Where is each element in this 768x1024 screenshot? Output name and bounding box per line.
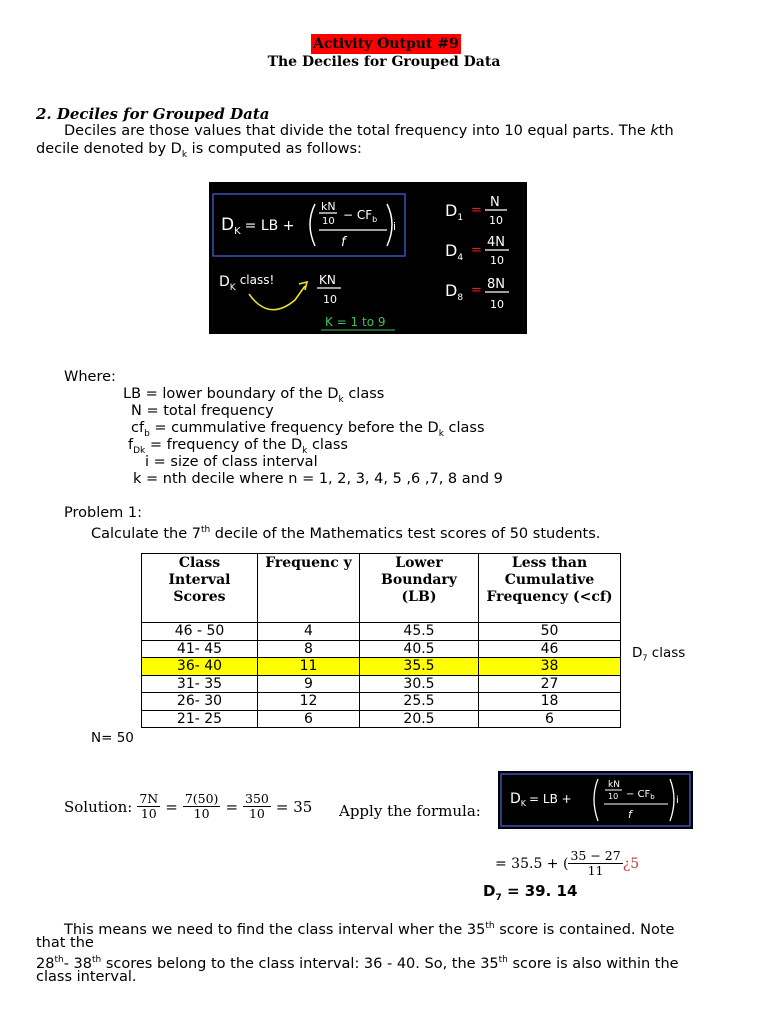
n-total: N= 50 bbox=[91, 730, 134, 746]
fraction-7n-10: $\frac{7N}{10}$ bbox=[139, 791, 159, 821]
where-cf: $cf_b$ = cummulative frequency before the $D_k$ class bbox=[131, 420, 485, 439]
calculation-line: = 35.5 + ( $\frac{35 - 27}{11}$ ¿5 bbox=[495, 848, 640, 878]
svg-text:=: = bbox=[471, 203, 482, 218]
svg-text:10: 10 bbox=[608, 792, 619, 801]
where-n: N = total frequency bbox=[131, 403, 274, 419]
svg-text:KN: KN bbox=[319, 273, 336, 287]
section-heading: 2. Deciles for Grouped Data bbox=[36, 105, 270, 123]
d1-formula: $D_1$ bbox=[445, 201, 464, 223]
svg-text:kN: kN bbox=[321, 200, 336, 213]
d8-formula: $D_8$ bbox=[445, 281, 464, 303]
page-subtitle: The Deciles for Grouped Data bbox=[267, 54, 501, 70]
table-row: 41- 45 8 40.5 46 bbox=[142, 640, 621, 658]
formula-dk: $D_K$ $^{= LB +}$ bbox=[221, 215, 295, 237]
svg-text:4N: 4N bbox=[487, 235, 505, 250]
problem-text: Calculate the 7th decile of the Mathematics test scores of 50 students. bbox=[91, 525, 601, 542]
svg-text:=: = bbox=[471, 243, 482, 258]
formula-box bbox=[213, 194, 405, 256]
svg-text:10: 10 bbox=[489, 214, 503, 227]
conclusion-line-4: class interval. bbox=[36, 969, 137, 985]
intro-line-1: Deciles are those values that divide the total frequency into 10 equal parts. The kth bbox=[64, 123, 674, 139]
col-class-interval: Class Interval Scores bbox=[142, 554, 258, 623]
solution-line: Solution: $\frac{7N}{10}$ = $\frac{7(50)}{10}$ = $\frac{350}{10}$ = 35 bbox=[64, 791, 313, 821]
svg-text:i: i bbox=[393, 220, 397, 233]
k-range: K = 1 to 9 bbox=[325, 315, 386, 329]
where-lb: LB = lower boundary of the $D_k$ class bbox=[123, 386, 385, 405]
svg-text:10: 10 bbox=[490, 254, 504, 267]
where-i: i = size of class interval bbox=[145, 454, 318, 470]
problem-label: Problem 1: bbox=[64, 505, 143, 521]
conclusion-line-3: 28th- 38th scores belong to the class interval: 36 - 40. So, the 35th score is also within the bbox=[36, 955, 679, 972]
table-row-highlighted: 36- 40 11 35.5 38 bbox=[142, 658, 621, 676]
svg-text:− CFb: − $CF_b$ bbox=[626, 789, 655, 801]
svg-text:10: 10 bbox=[322, 216, 335, 227]
conclusion-line-1: This means we need to find the class interval wher the 35th score is contained. Note bbox=[64, 921, 675, 938]
formula-cf: − $CF_b$ bbox=[343, 208, 378, 224]
solution-result: = 35 bbox=[275, 797, 313, 816]
table-row: 46 - 50 4 45.5 50 bbox=[142, 623, 621, 641]
svg-text:=: = bbox=[471, 283, 482, 298]
svg-text:f: f bbox=[341, 235, 346, 250]
table-row: 21- 25 6 20.5 6 bbox=[142, 710, 621, 728]
d4-formula: $D_4$ bbox=[445, 241, 464, 263]
activity-title: Activity Output #9 bbox=[313, 36, 459, 52]
solution-label: Solution: bbox=[64, 797, 133, 816]
intro-line-2: decile denoted by $D_k$ is computed as follows: bbox=[36, 141, 362, 160]
dk-class-label: $D_Kclass$! bbox=[219, 273, 275, 293]
svg-text:f: f bbox=[628, 808, 632, 821]
table-row: 26- 30 12 25.5 18 bbox=[142, 693, 621, 711]
col-frequency: Frequenc y bbox=[258, 554, 360, 623]
where-fdk: $f_{Dk}$ = frequency of the $D_k$ class bbox=[128, 437, 348, 456]
d7-class-label: $D_7$ class bbox=[632, 645, 686, 663]
svg-text:i: i bbox=[676, 795, 679, 806]
svg-text:10: 10 bbox=[323, 293, 337, 306]
apply-formula-label: Apply the formula: bbox=[339, 802, 481, 820]
conclusion-line-2: that the bbox=[36, 935, 94, 951]
svg-text:8N: 8N bbox=[487, 277, 505, 292]
decile-formula-board bbox=[209, 182, 527, 334]
svg-text:N: N bbox=[490, 195, 500, 210]
col-lower-boundary: Lower Boundary (LB) bbox=[360, 554, 479, 623]
svg-text:kN: kN bbox=[608, 780, 620, 790]
frequency-table bbox=[141, 553, 621, 728]
svg-text:DK= LB +: $D_K$ = LB + bbox=[510, 791, 572, 808]
dk-arrow bbox=[249, 286, 305, 310]
where-label: Where: bbox=[64, 369, 116, 385]
svg-text:10: 10 bbox=[490, 298, 504, 311]
formula-board-small bbox=[498, 771, 693, 829]
col-cumulative-frequency: Less than Cumulative Frequency (<cf) bbox=[479, 554, 621, 623]
table-row: 31- 35 9 30.5 27 bbox=[142, 675, 621, 693]
calc-fraction: $\frac{35 - 27}{11}$ bbox=[570, 848, 621, 878]
fraction-350-10: $\frac{350}{10}$ bbox=[245, 791, 269, 821]
table-header-row bbox=[142, 554, 621, 623]
answer: $D_7 = 39$. 14 bbox=[483, 882, 578, 903]
where-k: k = nth decile where n = 1, 2, 3, 4, 5 ,6 ,7, 8 and 9 bbox=[133, 471, 503, 487]
fraction-7-50-10: $\frac{7(50)}{10}$ bbox=[184, 791, 219, 821]
